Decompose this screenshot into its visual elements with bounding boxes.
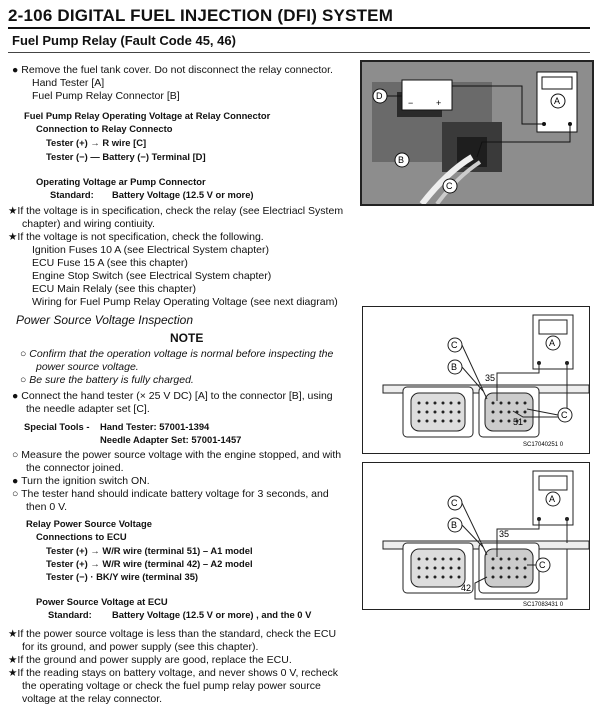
check-wiring: Wiring for Fuel Pump Relay Operating Voltage (see next diagram) (32, 296, 338, 308)
step-reading-b: the operating voltage or check the fuel pump relay power source (22, 680, 321, 692)
step-not-spec: If the voltage is not specification, check the following. (17, 231, 264, 243)
check-main-relay: ECU Main Relaly (see this chapter) (32, 283, 196, 295)
title-rule (8, 27, 590, 29)
check-ecu-fuse: ECU Fuse 15 A (see this chapter) (32, 257, 188, 269)
star-not-spec: ★If the voltage is not specification, check the following. (8, 231, 264, 243)
fig1-label-c: C (446, 181, 453, 191)
fig3-label-a: A (549, 494, 556, 504)
fig3-label-b: B (451, 520, 458, 530)
step-indicate: ○ The tester hand should indicate battery voltage for 3 seconds, and (12, 488, 329, 500)
step-replace-ecu: If the ground and power supply are good, replace the ECU. (17, 654, 292, 666)
note-battery: ○ Be sure the battery is fully charged. (20, 374, 194, 386)
step-less-b: for its ground, and power supply (see this chapter). (22, 641, 259, 653)
page-title: 2-106 DIGITAL FUEL INJECTION (DFI) SYSTEM (8, 6, 394, 25)
heading-relay-power: Relay Power Source Voltage (26, 518, 152, 529)
check-stop-switch: Engine Stop Switch (see Electrical System chapter) (32, 270, 272, 282)
fig1-label-a: A (554, 96, 561, 106)
fig1-label-b: B (398, 155, 405, 165)
step-connect-a: Connect the hand tester (× 25 V DC) [A] to the connector [B], using (21, 390, 333, 402)
ecu-standard-label: Standard: (48, 609, 92, 620)
ecu-standard-value: Battery Voltage (12.5 V or more) , and the 0 V (112, 609, 312, 620)
fig2-label-b: B (451, 362, 458, 372)
note-confirm-b: power source voltage. (36, 361, 139, 373)
connection-a2: Tester (+) → W/R wire (terminal 42) – A2 model (46, 558, 253, 569)
step-reading-c: voltage at the relay connector. (22, 693, 163, 705)
svg-text:+: + (436, 98, 442, 108)
step-in-spec-a: If the voltage is in specification, check the relay (see Electriacl System (17, 205, 344, 217)
heading-pump-voltage: Operating Voltage ar Pump Connector (36, 176, 206, 187)
special-tool-tester: Hand Tester: 57001-1394 (100, 421, 210, 432)
ecu-diagram-a2 (362, 462, 590, 610)
connection-plus: Tester (+) → R wire [C] (46, 137, 147, 148)
step-indicate-b: then 0 V. (26, 501, 68, 513)
fig3-terminal-42: 42 (461, 583, 472, 593)
step-less-a: If the power source voltage is less than the standard, check the ECU (17, 628, 337, 640)
step-connect-b: the needle adapter set [C]. (26, 403, 150, 415)
step-ignition: ● Turn the ignition switch ON. (12, 475, 150, 487)
note-confirm-a: Confirm that the operation voltage is normal before inspecting the (29, 348, 334, 360)
connection-a1: Tester (+) → W/R wire (terminal 51) – A1 model (46, 545, 253, 556)
step-reading-a: If the reading stays on battery voltage, and never shows 0 V, recheck (17, 667, 339, 679)
standard-value: Battery Voltage (12.5 V or more) (112, 189, 254, 200)
fig2-label-a: A (549, 338, 556, 348)
step-remove-cover: Remove the fuel tank cover. Do not disconnect the relay connector. (21, 64, 333, 76)
step-indicate-a: The tester hand should indicate battery voltage for 3 seconds, and (21, 488, 329, 500)
fig2-label-c1: C (451, 340, 458, 350)
note-heading: NOTE (170, 331, 204, 345)
fig2-code: SC17040251 0 (523, 442, 564, 448)
ecu-diagram-a1-drawing (363, 307, 589, 453)
step-measure-b: the connector joined. (26, 462, 124, 474)
special-tools-label: Special Tools - (24, 421, 90, 432)
check-ignition-fuses: Ignition Fuses 10 A (see Electrical System chapter) (32, 244, 269, 256)
step-measure: ○ Measure the power source voltage with the engine stopped, and with (12, 449, 342, 461)
photo-drawing (362, 62, 592, 204)
fig2-terminal-35: 35 (485, 373, 496, 383)
star-less-than-standard: ★If the power source voltage is less than the standard, check the ECU (8, 628, 337, 640)
label-hand-tester: Hand Tester [A] (32, 77, 105, 89)
fig3-terminal-35: 35 (499, 529, 510, 539)
standard-label: Standard: (50, 189, 94, 200)
ecu-diagram-a2-drawing (363, 463, 589, 609)
bullet-remove-cover: ● Remove the fuel tank cover. Do not disconnect the relay connector. (12, 64, 333, 76)
fig1-label-d: D (376, 91, 383, 101)
step-in-spec-b: chapter) and wiring contiuity. (22, 218, 155, 230)
note-confirm: ○ Confirm that the operation voltage is normal before inspecting the (20, 348, 334, 360)
step-ignition-text: Turn the ignition switch ON. (21, 475, 150, 487)
fig3-label-c2: C (539, 560, 546, 570)
subtitle-rule (8, 52, 590, 53)
connection-ground: Tester (−) · BK/Y wire (terminal 35) (46, 571, 199, 582)
ecu-diagram-a1 (362, 306, 590, 454)
fig2-terminal-51: 51 (513, 417, 524, 427)
step-measure-a: Measure the power source voltage with the engine stopped, and with (21, 449, 342, 461)
fig3-label-c1: C (451, 498, 458, 508)
star-in-spec: ★If the voltage is in specification, check the relay (see Electriacl System (8, 205, 344, 217)
fig2-label-c2: C (561, 410, 568, 420)
star-replace-ecu: ★If the ground and power supply are good, replace the ECU. (8, 654, 292, 666)
section-subtitle: Fuel Pump Relay (Fault Code 45, 46) (12, 33, 236, 48)
bullet-connect-tester: ● Connect the hand tester (× 25 V DC) [A] to the connector [B], using (12, 390, 333, 402)
connection-minus: Tester (−) — Battery (−) Terminal [D] (46, 151, 206, 162)
star-reading-stays: ★If the reading stays on battery voltage, and never shows 0 V, recheck (8, 667, 339, 679)
note-battery-text: Be sure the battery is fully charged. (29, 374, 194, 386)
heading-connection: Connection to Relay Connecto (36, 123, 173, 134)
fig3-code: SC17083431 0 (523, 602, 564, 608)
heading-operating-voltage: Fuel Pump Relay Operating Voltage at Relay Connector (24, 110, 271, 121)
relay-connector-photo (360, 60, 594, 206)
special-tool-adapter: Needle Adapter Set: 57001-1457 (100, 434, 242, 445)
label-relay-connector: Fuel Pump Relay Connector [B] (32, 90, 180, 102)
svg-text:−: − (408, 98, 414, 108)
heading-connections-ecu: Connections to ECU (36, 531, 127, 542)
heading-ecu-voltage: Power Source Voltage at ECU (36, 596, 168, 607)
section-title-power-source: Power Source Voltage Inspection (16, 313, 193, 327)
